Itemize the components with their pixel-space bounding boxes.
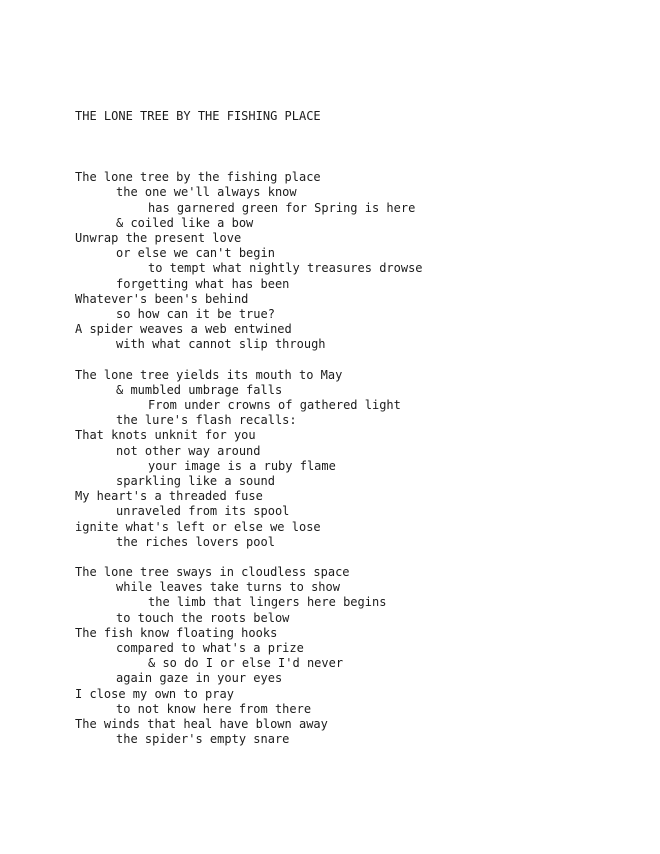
poem-line: to not know here from there — [116, 701, 312, 716]
poem-line: while leaves take turns to show — [116, 580, 340, 595]
poem-line: The lone tree sways in cloudless space — [75, 565, 350, 580]
poem-line: A spider weaves a web entwined — [75, 322, 292, 337]
poem-line: your image is a ruby flame — [148, 458, 336, 473]
poem-line: Unwrap the present love — [75, 230, 242, 245]
poem-line: & coiled like a bow — [116, 215, 254, 230]
poem-line: not other way around — [116, 443, 261, 458]
poem-line: unraveled from its spool — [116, 504, 290, 519]
poem-line: sparkling like a sound — [116, 473, 275, 488]
poem-line: or else we can't begin — [116, 246, 275, 261]
poem-line: to tempt what nightly treasures drowse — [148, 261, 423, 276]
poem-line: again gaze in your eyes — [116, 671, 283, 686]
poem-line: ignite what's left or else we lose — [75, 519, 321, 534]
poem-line: The fish know floating hooks — [75, 625, 278, 640]
poem-line: compared to what's a prize — [116, 641, 304, 655]
poem-line: the lure's flash recalls: — [116, 413, 297, 428]
poem-line: the limb that lingers here begins — [148, 595, 387, 610]
poem-title: THE LONE TREE BY THE FISHING PLACE — [75, 109, 321, 124]
stanza — [75, 565, 423, 747]
poem-line: The lone tree by the fishing place — [75, 170, 321, 185]
stanza — [75, 170, 423, 352]
poem-line: I close my own to pray — [75, 686, 234, 701]
poem-line: has garnered green for Spring is here — [148, 200, 416, 215]
poem-line: & mumbled umbrage falls — [116, 382, 283, 397]
poem-line: & so do I or else I'd never — [148, 656, 344, 671]
poem-line: Whatever's been's behind — [75, 291, 249, 306]
poem-line: so how can it be true? — [116, 306, 275, 321]
poem-body — [75, 170, 423, 747]
poem-line: with what cannot slip through — [116, 337, 326, 352]
poem-line: the riches lovers pool — [116, 534, 275, 549]
poem-line: forgetting what has been — [116, 276, 290, 291]
poem-line: That knots unknit for you — [75, 428, 256, 443]
poem — [75, 79, 423, 778]
poem-line: From under crowns of gathered light — [148, 398, 401, 412]
poem-line: My heart's a threaded fuse — [75, 489, 263, 504]
poem-line: to touch the roots below — [116, 610, 290, 625]
poem-line: the spider's empty snare — [116, 732, 290, 747]
poem-line: The lone tree yields its mouth to May — [75, 367, 343, 382]
stanza — [75, 368, 423, 550]
poem-line: the one we'll always know — [116, 185, 297, 200]
poem-line: The winds that heal have blown away — [75, 716, 328, 731]
